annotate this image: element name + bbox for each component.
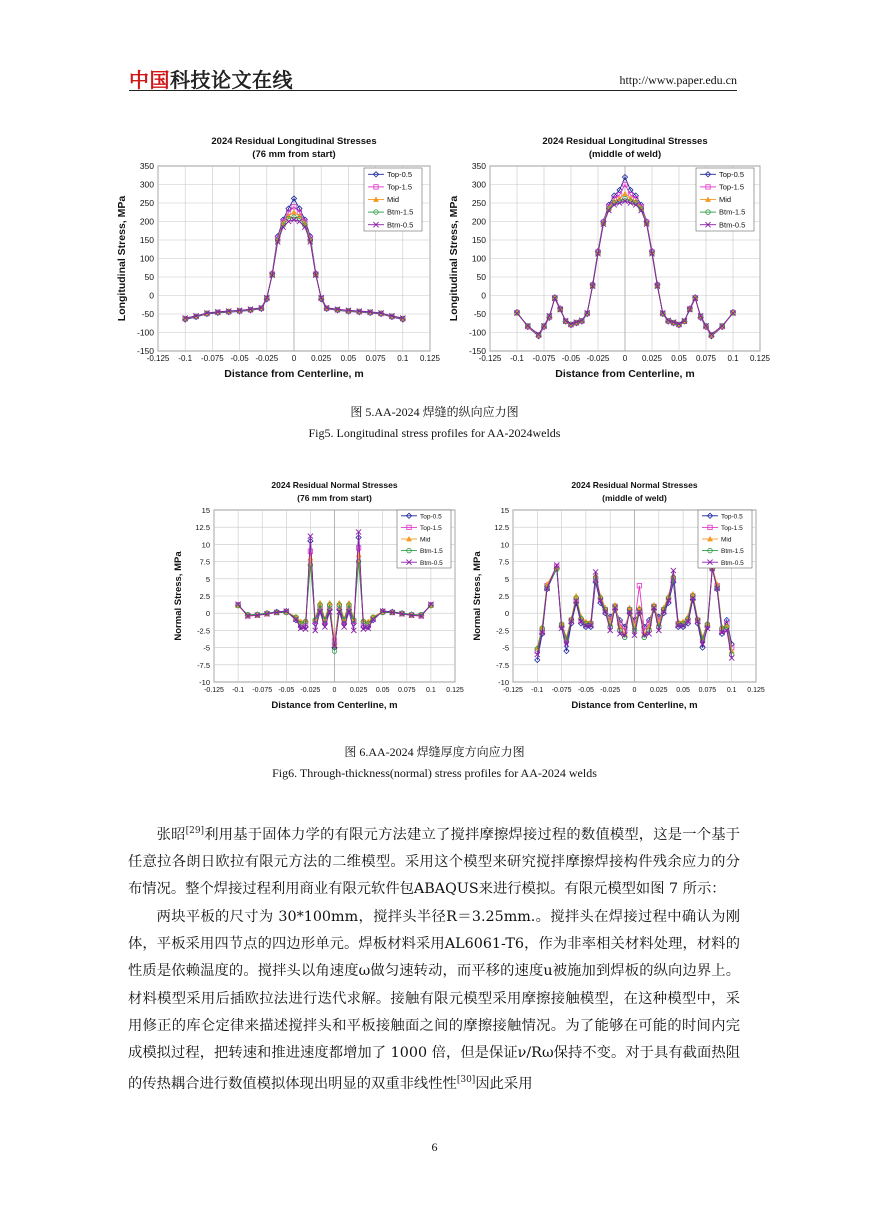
x-tick-label: 0.1 (397, 354, 409, 363)
chart-legend (364, 168, 422, 231)
y-tick-label: 250 (471, 198, 486, 208)
y-axis-label: Longitudinal Stress, MPa (116, 195, 128, 322)
y-tick-label: 150 (139, 235, 154, 245)
x-tick-label: -0.125 (503, 687, 523, 694)
chart-subtitle: (middle of weld) (588, 149, 662, 160)
y-tick-label: -2.5 (197, 626, 210, 636)
figure6-caption-cn: 图 6.AA-2024 焊缝厚度方向应力图 (344, 745, 525, 759)
y-axis-label: Normal Stress, MPa (173, 551, 184, 641)
x-tick-label: -0.05 (230, 354, 249, 363)
x-tick-label: -0.05 (561, 354, 581, 363)
x-tick-label: -0.05 (577, 687, 594, 694)
y-tick-label: -50 (141, 309, 154, 319)
chart-legend (397, 510, 451, 568)
y-tick-label: 350 (139, 161, 154, 171)
header-url[interactable]: http://www.paper.edu.cn (619, 73, 737, 87)
x-tick-label: -0.025 (255, 354, 279, 363)
y-tick-label: -100 (468, 327, 486, 338)
figure6-caption-en: Fig6. Through-thickness(normal) stress profiles for AA-2024 welds (272, 766, 597, 780)
x-tick-label: 0.075 (398, 687, 416, 694)
x-tick-label: -0.1 (510, 354, 524, 363)
chart-subtitle: (76 mm from start) (252, 149, 336, 160)
legend-label: Btm-1.5 (387, 207, 414, 217)
y-tick-label: -150 (468, 346, 486, 356)
x-tick-label: -0.025 (600, 687, 621, 694)
y-tick-label: 5 (205, 574, 210, 584)
chart-longitudinal-middle (444, 128, 769, 390)
x-tick-label: -0.05 (278, 687, 295, 694)
x-tick-label: 0.1 (726, 687, 737, 694)
paragraph-1-text: 利用基于固体力学的有限元方法建立了搅拌摩擦焊接过程的数值模型，这是一个基于任意拉各朗日欧拉有限元方法的二维模型。采用这个模型来研究搅拌摩擦焊接构件残余应力的分布情况。整个焊接过程利用商业有限元软件包ABAQUS来进行模拟。有限元模型如图 7 所示： (128, 826, 741, 898)
y-tick-label: 5 (504, 574, 509, 584)
x-tick-label: -0.075 (201, 354, 224, 363)
legend-label: Btm-1.5 (719, 207, 746, 217)
logo-red-text: 中国 (129, 68, 170, 92)
y-tick-label: 12.5 (195, 523, 210, 533)
x-tick-label: 0.075 (365, 354, 386, 363)
y-tick-label: 2.5 (199, 592, 210, 601)
chart-title: 2024 Residual Normal Stresses (271, 480, 398, 490)
x-tick-label: 0 (332, 687, 337, 694)
y-tick-label: 50 (476, 272, 486, 282)
x-tick-label: 0.05 (676, 687, 690, 694)
legend-label: Mid (387, 195, 400, 205)
y-tick-label: -10 (199, 678, 210, 687)
y-tick-label: 0 (504, 609, 509, 619)
x-tick-label: -0.075 (532, 354, 556, 363)
page-number: 6 (431, 1140, 438, 1154)
y-tick-label: 10 (500, 540, 509, 550)
x-tick-label: 0.025 (650, 687, 668, 694)
legend-label: Btm-0.5 (420, 559, 443, 567)
y-tick-label: 100 (139, 253, 154, 264)
y-tick-label: 50 (144, 272, 154, 282)
y-tick-label: 300 (139, 179, 154, 190)
x-tick-label: -0.025 (586, 354, 610, 363)
legend-label: Top-1.5 (420, 525, 442, 532)
x-tick-label: 0.075 (695, 354, 717, 363)
figure5-caption-cn: 图 5.AA-2024 焊缝的纵向应力图 (350, 405, 519, 419)
x-tick-label: 0.1 (426, 687, 436, 694)
x-axis-label: Distance from Centerline, m (271, 700, 398, 711)
y-axis-label: Normal Stress, MPa (472, 551, 483, 641)
figure5-caption-en: Fig5. Longitudinal stress profiles for AA-2024welds (308, 426, 561, 440)
x-tick-label: 0.025 (311, 354, 332, 363)
legend-label: Mid (719, 195, 732, 205)
legend-label: Top-0.5 (721, 513, 743, 521)
legend-label: Top-1.5 (387, 182, 413, 192)
chart-subtitle: (middle of weld) (602, 493, 667, 503)
y-tick-label: 0 (205, 609, 210, 619)
paragraph-2-tail: 因此采用 (475, 1076, 533, 1093)
y-tick-label: -150 (136, 346, 154, 356)
y-tick-label: 12.5 (494, 523, 509, 533)
x-axis-label: Distance from Centerline, m (224, 368, 364, 380)
paragraph-1-lead: 张昭 (156, 826, 186, 843)
chart-title: 2024 Residual Normal Stresses (571, 480, 698, 490)
x-tick-label: 0.05 (375, 687, 390, 694)
x-tick-label: -0.1 (531, 687, 544, 694)
y-tick-label: -10 (498, 678, 509, 687)
y-tick-label: 350 (471, 161, 486, 171)
y-tick-label: 15 (201, 506, 210, 515)
y-tick-label: 150 (471, 235, 486, 245)
citation-29[interactable]: [29] (185, 826, 205, 836)
y-tick-label: -7.5 (496, 660, 509, 670)
paragraph-2-text: 两块平板的尺寸为 30*100mm，搅拌头半径R＝3.25mm.。搅拌头在焊接过程中确认为刚体，平板采用四节点的四边形单元。焊板材料采用AL6061-T6，作为非率相关材料处理，材料的性质是依赖温度的。搅拌头以角速度ω做匀速转动，而平移的速度u被施加到焊板的纵向边界上。材料模型采用后插欧拉法进行迭代求解。接触有限元模型采用摩擦接触模型，在这种模型中，采用修正的库仑定律来描述搅拌头和平板接触面之间的摩擦接触情况。为了能够在可能的时间内完成模拟过程，把转速和推进速度都增加了 1000 倍，但是保证ν/Rω保持不变。对于具有截面热阻的传热耦合进行数值模拟体现出明显的双重非线性性 (128, 908, 740, 1093)
x-tick-label: -0.125 (478, 354, 502, 363)
paragraph-2 (128, 904, 740, 1099)
x-tick-label: 0.025 (349, 687, 368, 694)
y-tick-label: 15 (500, 506, 509, 515)
legend-label: Top-1.5 (721, 525, 743, 532)
x-tick-label: 0.025 (641, 354, 663, 363)
x-tick-label: 0.125 (446, 687, 464, 694)
x-tick-label: -0.075 (252, 687, 273, 694)
x-tick-label: 0.05 (340, 354, 357, 363)
legend-label: Btm-0.5 (721, 559, 744, 567)
y-tick-label: -2.5 (496, 626, 509, 636)
x-tick-label: 0.1 (727, 354, 739, 363)
y-tick-label: -7.5 (197, 660, 210, 670)
y-tick-label: 10 (201, 540, 210, 550)
y-tick-label: -100 (136, 327, 154, 338)
x-tick-label: -0.075 (551, 687, 572, 694)
legend-label: Top-0.5 (387, 169, 413, 179)
chart-normal-76mm (172, 477, 462, 715)
legend-label: Btm-0.5 (719, 220, 746, 230)
x-tick-label: -0.125 (204, 687, 224, 694)
chart-subtitle: (76 mm from start) (297, 493, 372, 503)
y-tick-label: -50 (473, 309, 486, 319)
legend-label: Btm-0.5 (387, 220, 414, 230)
x-tick-label: -0.025 (300, 687, 321, 694)
legend-label: Btm-1.5 (420, 548, 443, 556)
legend-label: Mid (721, 536, 732, 544)
x-tick-label: 0 (291, 354, 297, 363)
legend-label: Btm-1.5 (721, 548, 744, 556)
x-tick-label: 0.125 (747, 687, 765, 694)
x-tick-label: -0.1 (178, 354, 193, 363)
chart-legend (696, 168, 754, 231)
journal-logo (129, 64, 293, 93)
y-tick-label: 0 (481, 290, 486, 301)
chart-title: 2024 Residual Longitudinal Stresses (211, 136, 377, 147)
legend-label: Mid (420, 536, 431, 544)
x-axis-label: Distance from Centerline, m (571, 700, 698, 711)
y-tick-label: 300 (471, 179, 486, 190)
y-tick-label: 200 (471, 216, 486, 227)
y-tick-label: 200 (139, 216, 154, 227)
paragraph-1 (128, 818, 740, 904)
y-tick-label: -5 (502, 643, 509, 653)
y-tick-label: 250 (139, 198, 154, 208)
x-tick-label: 0 (622, 354, 628, 363)
chart-title: 2024 Residual Longitudinal Stresses (542, 136, 708, 147)
x-tick-label: -0.125 (146, 354, 170, 363)
x-tick-label: 0.075 (698, 687, 717, 694)
x-tick-label: 0.125 (419, 354, 441, 363)
x-axis-label: Distance from Centerline, m (555, 368, 695, 380)
y-tick-label: 7.5 (498, 557, 509, 567)
legend-label: Top-1.5 (719, 182, 745, 192)
y-tick-label: 7.5 (199, 557, 210, 567)
x-tick-label: 0.125 (749, 354, 771, 363)
chart-normal-middle (470, 477, 765, 715)
x-tick-label: 0.05 (671, 354, 687, 363)
x-tick-label: -0.1 (232, 687, 245, 694)
body-text (128, 818, 740, 1099)
legend-label: Top-0.5 (420, 513, 442, 521)
page-header (129, 62, 737, 91)
y-axis-label: Longitudinal Stress, MPa (448, 195, 460, 322)
citation-30[interactable]: [30] (456, 1075, 476, 1086)
x-tick-label: 0 (632, 687, 637, 694)
legend-label: Top-0.5 (719, 169, 745, 179)
chart-longitudinal-76mm (112, 128, 441, 390)
chart-legend (698, 510, 752, 568)
y-tick-label: 100 (471, 253, 486, 264)
y-tick-label: -5 (203, 643, 210, 653)
y-tick-label: 2.5 (498, 592, 509, 601)
y-tick-label: 0 (149, 290, 154, 301)
logo-dark-text: 科技论文在线 (170, 68, 293, 92)
